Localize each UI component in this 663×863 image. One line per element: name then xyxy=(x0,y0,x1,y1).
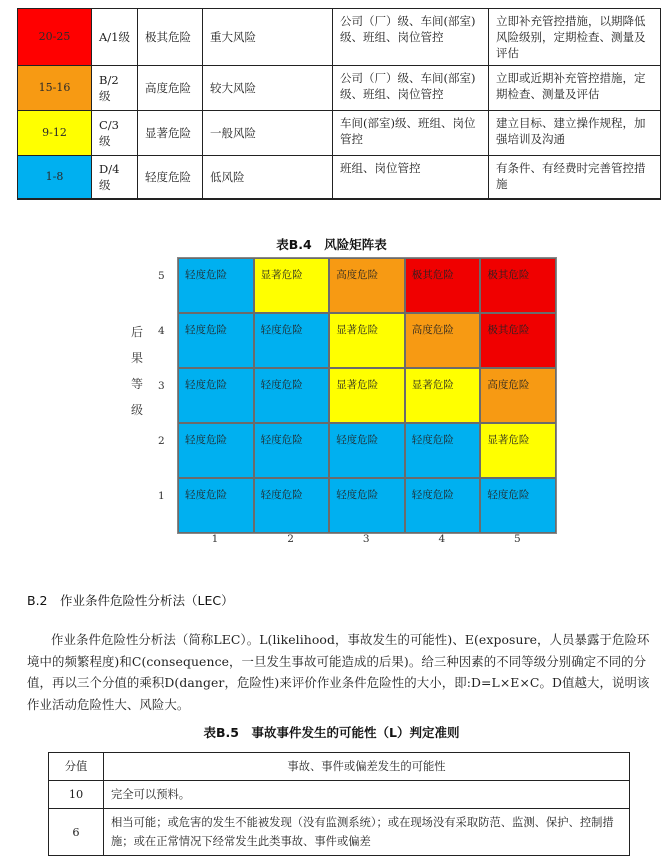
risk-level-row xyxy=(18,66,661,111)
matrix-cell: 极其危险 xyxy=(480,313,556,368)
matrix-cell: 轻度危险 xyxy=(405,423,481,478)
matrix-cell: 轻度危险 xyxy=(254,313,330,368)
x-tick-label: 5 xyxy=(514,533,521,545)
matrix-cell: 轻度危险 xyxy=(254,478,330,533)
matrix-cell: 轻度危险 xyxy=(329,423,405,478)
y-axis-label-char: 等 xyxy=(131,377,144,391)
matrix-cell: 轻度危险 xyxy=(178,478,254,533)
control-level: 公司（厂）级、车间(部室)级、班组、岗位管控 xyxy=(333,66,489,111)
control-level: 公司（厂）级、车间(部室)级、班组、岗位管控 xyxy=(333,9,489,66)
matrix-cell: 轻度危险 xyxy=(178,368,254,423)
section-title: B.2 作业条件危险性分析法（LEC） xyxy=(27,593,234,608)
risk-level-table xyxy=(17,8,661,200)
y-axis-label-char: 后 xyxy=(131,325,144,339)
control-measure: 立即补充管控措施，以期降低风险级别，定期检查、测量及评估 xyxy=(489,9,661,66)
matrix-cell: 轻度危险 xyxy=(480,478,556,533)
y-tick-label: 1 xyxy=(158,490,165,502)
y-tick-label: 5 xyxy=(158,270,165,282)
danger-level: 轻度危险 xyxy=(138,156,203,200)
risk-matrix xyxy=(177,257,557,534)
matrix-cell: 轻度危险 xyxy=(178,258,254,313)
control-level: 车间(部室)级、班组、岗位管控 xyxy=(333,111,489,156)
matrix-cell: 显著危险 xyxy=(480,423,556,478)
header-desc: 事故、事件或偏差发生的可能性 xyxy=(104,753,630,781)
x-tick-label: 1 xyxy=(211,533,219,545)
matrix-cell: 轻度危险 xyxy=(329,478,405,533)
matrix-cell: 极其危险 xyxy=(405,258,481,313)
lec-paragraph: 作业条件危险性分析法（简称LEC）。L(likelihood，事故发生的可能性)、E(exposure，人员暴露于危险环境中的频繁程度)和C(consequence，一旦发生事故可能造成的后果)。给三种因素的不同等级分别确定不同的分值，再以三个分值的乘积D(danger，危险性)来评价作业条件危险性的大小，即:D=L×E×C。D值越大，说明该作业活动危险性大、风险大。 xyxy=(27,632,650,712)
risk-name: 一般风险 xyxy=(203,111,333,156)
likelihood-row xyxy=(49,809,630,856)
matrix-cell: 显著危险 xyxy=(329,313,405,368)
matrix-cell: 显著危险 xyxy=(405,368,481,423)
matrix-cell: 显著危险 xyxy=(329,368,405,423)
likelihood-header-row xyxy=(49,753,630,781)
header-score: 分值 xyxy=(49,753,104,781)
table-b5-caption: 表B.5 事故事件发生的可能性（L）判定准则 xyxy=(203,725,460,740)
risk-range: 9-12 xyxy=(18,111,92,156)
matrix-cell: 高度危险 xyxy=(480,368,556,423)
y-tick-label: 3 xyxy=(158,380,165,392)
y-axis-label-char: 果 xyxy=(131,351,144,365)
risk-name: 较大风险 xyxy=(203,66,333,111)
matrix-cell: 轻度危险 xyxy=(254,423,330,478)
x-tick-label: 4 xyxy=(438,533,446,545)
risk-range: 20-25 xyxy=(18,9,92,66)
likelihood-score: 6 xyxy=(49,809,104,856)
y-tick-label: 4 xyxy=(158,325,165,337)
risk-level-row xyxy=(18,111,661,156)
x-tick-label: 2 xyxy=(287,533,294,545)
matrix-cell: 极其危险 xyxy=(480,258,556,313)
risk-name: 重大风险 xyxy=(203,9,333,66)
y-axis-label-char: 级 xyxy=(131,403,144,417)
risk-grade: C/3级 xyxy=(92,111,138,156)
control-measure: 有条件、有经费时完善管控措施 xyxy=(489,156,661,200)
x-tick-label: 3 xyxy=(362,533,370,545)
matrix-cell: 轻度危险 xyxy=(178,423,254,478)
danger-level: 显著危险 xyxy=(138,111,203,156)
risk-grade: A/1级 xyxy=(92,9,138,66)
likelihood-desc: 完全可以预料。 xyxy=(104,781,630,809)
likelihood-row xyxy=(49,781,630,809)
risk-range: 1-8 xyxy=(18,156,92,200)
matrix-cell: 轻度危险 xyxy=(405,478,481,533)
likelihood-desc: 相当可能；或危害的发生不能被发现（没有监测系统）；或在现场没有采取防范、监测、保护、控制措施；或在正常情况下经常发生此类事故、事件或偏差 xyxy=(104,809,630,856)
matrix-cell: 显著危险 xyxy=(254,258,330,313)
danger-level: 极其危险 xyxy=(138,9,203,66)
likelihood-table xyxy=(48,752,630,856)
risk-grade: B/2级 xyxy=(92,66,138,111)
matrix-cell: 轻度危险 xyxy=(254,368,330,423)
risk-range: 15-16 xyxy=(18,66,92,111)
control-measure: 立即或近期补充管控措施，定期检查、测量及评估 xyxy=(489,66,661,111)
matrix-cell: 轻度危险 xyxy=(178,313,254,368)
risk-name: 低风险 xyxy=(203,156,333,200)
y-tick-label: 2 xyxy=(158,435,165,447)
risk-level-row xyxy=(18,9,661,66)
risk-level-row xyxy=(18,156,661,200)
risk-grade: D/4级 xyxy=(92,156,138,200)
danger-level: 高度危险 xyxy=(138,66,203,111)
control-level: 班组、岗位管控 xyxy=(333,156,489,200)
control-measure: 建立目标、建立操作规程，加强培训及沟通 xyxy=(489,111,661,156)
matrix-cell: 高度危险 xyxy=(329,258,405,313)
likelihood-score: 10 xyxy=(49,781,104,809)
matrix-caption: 表B.4 风险矩阵表 xyxy=(276,237,387,252)
matrix-cell: 高度危险 xyxy=(405,313,481,368)
